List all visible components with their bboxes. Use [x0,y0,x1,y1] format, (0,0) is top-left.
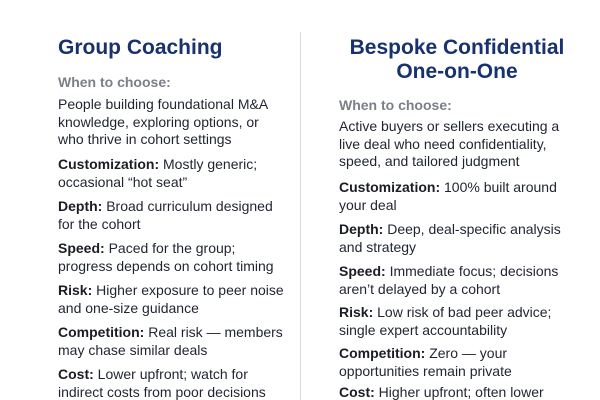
left-item-competition [58,324,286,359]
left-item-depth [58,198,286,233]
left-risk-text: Higher exposure to peer noise and one-size guidance [58,282,284,316]
left-depth-text: Broad curriculum designed for the cohort [58,198,273,232]
left-item-customization [58,156,286,191]
bespoke-title-line1: Bespoke Confidential [349,36,565,59]
column-divider [300,32,301,400]
right-item-competition [339,345,575,380]
right-competition-label: Competition: [339,345,426,361]
right-item-risk [339,304,575,339]
left-when-to-choose-label: When to choose: [58,74,171,90]
right-item-depth [339,221,575,256]
left-customization-label: Customization: [58,156,160,172]
left-item-risk [58,282,286,317]
left-item-speed [58,240,286,275]
left-item-cost [58,366,286,400]
right-risk-text: Low risk of bad peer advice; single expert accountability [339,304,552,338]
left-cost-label: Cost: [58,366,94,382]
right-speed-label: Speed: [339,263,386,279]
left-competition-text: Real risk — members may chase similar deals [58,324,283,358]
right-cost-label: Cost: [339,384,375,400]
left-risk-label: Risk: [58,282,93,298]
right-depth-text: Deep, deal-specific analysis and strategy [339,221,561,255]
right-risk-label: Risk: [339,304,374,320]
bespoke-title-line2: One-on-One [396,60,518,83]
left-depth-label: Depth: [58,198,103,214]
left-speed-label: Speed: [58,240,105,256]
group-coaching-title: Group Coaching [58,36,223,59]
right-competition-text: Zero — your opportunities remain private [339,345,512,379]
right-when-to-choose-label: When to choose: [339,97,452,113]
right-item-speed [339,263,575,298]
right-item-cost [339,384,575,400]
right-customization-label: Customization: [339,179,441,195]
left-competition-label: Competition: [58,324,145,340]
right-summary: Active buyers or sellers executing a live deal who need confidentiality, speed, and tailored judgment [339,118,560,169]
right-customization-text: 100% built around your deal [339,179,557,213]
left-speed-text: Paced for the group; progress depends on cohort timing [58,240,274,274]
left-summary: People building foundational M&A knowledge, exploring options, or who thrive in cohort settings [58,96,268,147]
left-customization-text: Mostly generic; occasional “hot seat” [58,156,258,190]
right-speed-text: Immediate focus; decisions aren’t delayed by a cohort [339,263,559,297]
right-item-customization [339,179,575,214]
left-cost-text: Lower upfront; watch for indirect costs from poor decisions [58,366,266,400]
right-cost-text: Higher upfront; often lower [374,384,544,400]
bespoke-title [339,36,575,84]
right-depth-label: Depth: [339,221,384,237]
